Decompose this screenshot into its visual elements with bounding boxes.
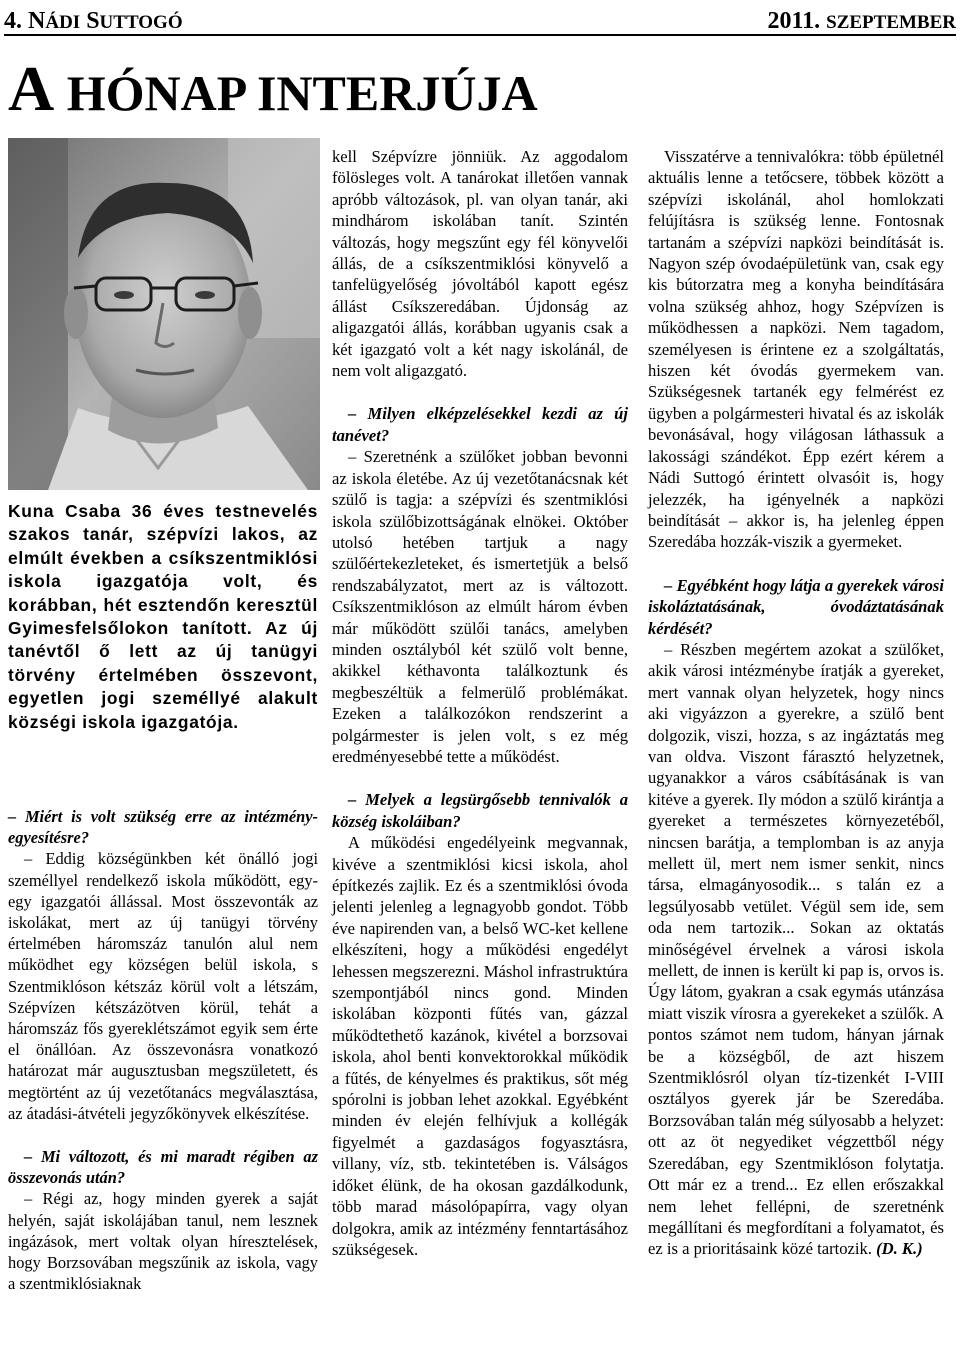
answer-5-text: – Részben megértem azokat a szülőket, akik városi intézménybe íratják a gyereket, mert vannak olyan helyzetek, hogy nincs aki vigyázzon a gyerekre, a szülő bent dolgozik, viszi, hozza, s az ingáztatás meg van oldva. Viszont fárasztó helyzetnek, ugyanakkor a város csábításának is van kitéve a gyerek. Ily módon a szülő kirántja a gyereket a természetes környezetéből, nincsen barátja, a templomban is az anyja mellett ül, mert nem ismer senkit, nincs társa, elmagányosodik... s talán ez a legsúlyosabb vetület. Végül sem ide, sem oda nem tartozik... Sokan az oktatás minőségével érvelnek a városi iskola mellett, de innen is került ki pap is, orvos is. Úgy látom, gyakran a csak egymás utánzása miatt viszik vírosra a gyerekeket a szülők. A pontos számot nem tudom, hányan járnak be a községből, de azt hiszem Szentmiklósról olyan tíz-tizenkét I-VIII osztályos gyerek jár be Szeredába. Borzsovában talán még súlyosabb a helyzet: ott az öt negyediket végzettből négy Szeredában, egy Szentmiklóson folytatja. Ott már ez a trend... Ez ellen erőszakkal nem lehet fellépni, de szeretnénk megállítani és megfordítani a folyamatot, és ez is a prioritásaink közé tartozik. xyxy=(648,639,944,1259)
title-first-letter: A xyxy=(8,53,51,124)
question-4: – Melyek a legsürgősebb tennivalók a község iskoláiban? xyxy=(332,790,628,831)
column-2 xyxy=(332,146,628,1260)
portrait-photo xyxy=(8,138,320,490)
article-title xyxy=(8,52,538,126)
answer-2: – Régi az, hogy minden gyerek a saját helyén, saját iskolájában tanul, nem lesznek ingázások, mert voltak olyan híresztelések, hogy Borzsovában megszűnik az iskola, vagy a szentmiklósiaknak xyxy=(8,1189,318,1294)
portrait-icon xyxy=(8,138,320,490)
signature: (D. K.) xyxy=(876,1239,923,1259)
answer-1: – Eddig községünkben két önálló jogi személlyel rendelkező iskola működött, egy-egy igazgatói állással. Most összevonták az iskolákat, mert az új tanügyi törvény értelmében háromszáz tanulón alul nem működhet egy községen belül iskola, s Szentmiklóson kétszáz körül volt a létszám, Szépvízen kétszázötven körül, tehát a háromszáz fős gyereklétszámot egyik sem érte el önállóan. Az összevonásra vonatkozó határozat már augusztusban megszületett, és megtörtént az új vezetőtanács megválasztása, az átadási-átvételi jegyzőkönyvek elkészítése. xyxy=(8,849,318,1123)
answer-2-continued: kell Szépvízre jönniük. Az aggodalom fölösleges volt. A tanárokat illetően vannak apróbb változások, pl. van olyan tanár, aki mindhárom iskolában tanít. Szintén változás, hogy megszűnt egy fél könyvelői állás, de a csíkszentmiklósi könyvelő a tanfelügyelőség jóvoltából kapott egész állást Csíkszeredában. Újdonság az aligazgatói állás, korábban ugyanis csak a két igazgató volt a két nagy iskolánál, de nem volt aligazgató. xyxy=(332,147,628,381)
pub-letter-n: N xyxy=(28,8,46,34)
issue-month: SZEPTEMBER xyxy=(826,12,956,33)
column-3 xyxy=(648,146,944,1260)
title-rest: HÓNAP INTERJÚJA xyxy=(66,65,538,121)
issue-date xyxy=(767,8,956,35)
issue-year: 2011. xyxy=(767,8,821,34)
answer-5 xyxy=(648,639,944,1260)
page-header xyxy=(4,6,956,36)
answer-3: – Szeretnénk a szülőket jobban bevonni az iskola életébe. Az új vezetőtanácsnak két szülő is tagja: a szépvízi és szentmiklósi iskola szülőbizottságának elnökei. Október utolsó hetében tartjuk a nagy szülőértekezleteket, és ismertetjük a belső rendszabályzatot, mert az is változott. Csíkszentmiklóson az elmúlt három évben már működött szülői tanács, amelyben minden osztályból két szülő volt benne, akikkel kéthavonta találkoztunk és megbeszéltük a felmerülő problémákat. Ezeken a találkozókon rendszerint a polgármester is jelen volt, s ez még eredményesebbé tette a működést. xyxy=(332,447,628,766)
pub-rest-1: ÁDI xyxy=(45,12,81,33)
answer-4-continued: Visszatérve a tennivalókra: több épületnél aktuális lenne a tetőcsere, többek között a szépvízi iskolánál, ahol homlokzati felújításra is szükség lenne. Fontosnak tartanám a szépvízi napközi beindítását is. Nagyon szép óvodaépületünk van, csak egy kis bútorzatra meg a konyha beindítására volna szükség ahhoz, hogy Szépvízen is működhessen a napközi. Nem tagadom, személyesen is érintene ez a szolgáltatás, hiszen két óvodás gyermekem van. Szükségesnek tartanék egy felmérést ez ügyben a polgármesteri hivatal és az iskolák bevonásával, hogy világosan láthassuk a lakossági szándékot. Épp ezért kérem a Nádi Suttogó érintett olvasóit is, hogy jelezzék, ha igényelnék a napközi beindítását – akkor is, ha jelenleg éppen Szeredába hozzák-viszik a gyermeket. xyxy=(648,147,944,552)
question-5: – Egyébként hogy látja a gyerekek városi iskoláztatásának, óvodáztatásának kérdését? xyxy=(648,575,944,638)
page-number: 4. xyxy=(4,8,22,34)
question-2: – Mi változott, és mi maradt régiben az összevonás után? xyxy=(8,1147,318,1188)
publication-name xyxy=(4,8,183,35)
answer-4: A működési engedélyeink megvannak, kivéve a szentmiklósi kicsi iskola, ahol építkezés zajlik. Ez és a szentmiklósi óvoda jelenti jelenleg a legnagyobb gondot. Több éve napirenden van, a belső WC-ket kellene elkészíteni, hogy a működési engedélyt lehessen megszerezni. Máshol infrastruktúra szempontjából nincs gond. Minden iskolában központi fűtés van, gázzal működtethető kazánok, kivétel a borzsovai iskola, ahol benti konvektorokkal működik a fűtés, de kényelmes és praktikus, sőt még spórolni is jobban lehet azokkal. Egyébként minden év elején felhívjuk a kollégák figyelmét a gazdaságos fogyasztásra, villany, víz, stb. tekintetében is. Válságos időket élünk, de ha okosan gazdálkodunk, több marad másolópapírra, vagy olyan dolgokra, amik az intézmény fenntartásához szükségesek. xyxy=(332,833,628,1259)
question-1: – Miért is volt szükség erre az intézmény-egyesítésre? xyxy=(8,807,318,848)
pub-letter-s: S xyxy=(86,8,100,34)
question-3: – Milyen elképzelésekkel kezdi az új tanévet? xyxy=(332,404,628,445)
pub-rest-2: UTTOGÓ xyxy=(99,12,183,33)
column-1 xyxy=(8,806,318,1294)
intro-text: Kuna Csaba 36 éves testnevelés szakos tanár, szépvízi lakos, az elmúlt években a csíkszentmiklósi iskola igazgatója volt, és korábban, hét esztendőn keresztül Gyimesfelsőlokon tanított. Az új tanévtől ő lett az új tanügyi törvény értelmében összevont, egyetlen jogi személlyé alakult községi iskola igazgatója. xyxy=(8,501,318,732)
